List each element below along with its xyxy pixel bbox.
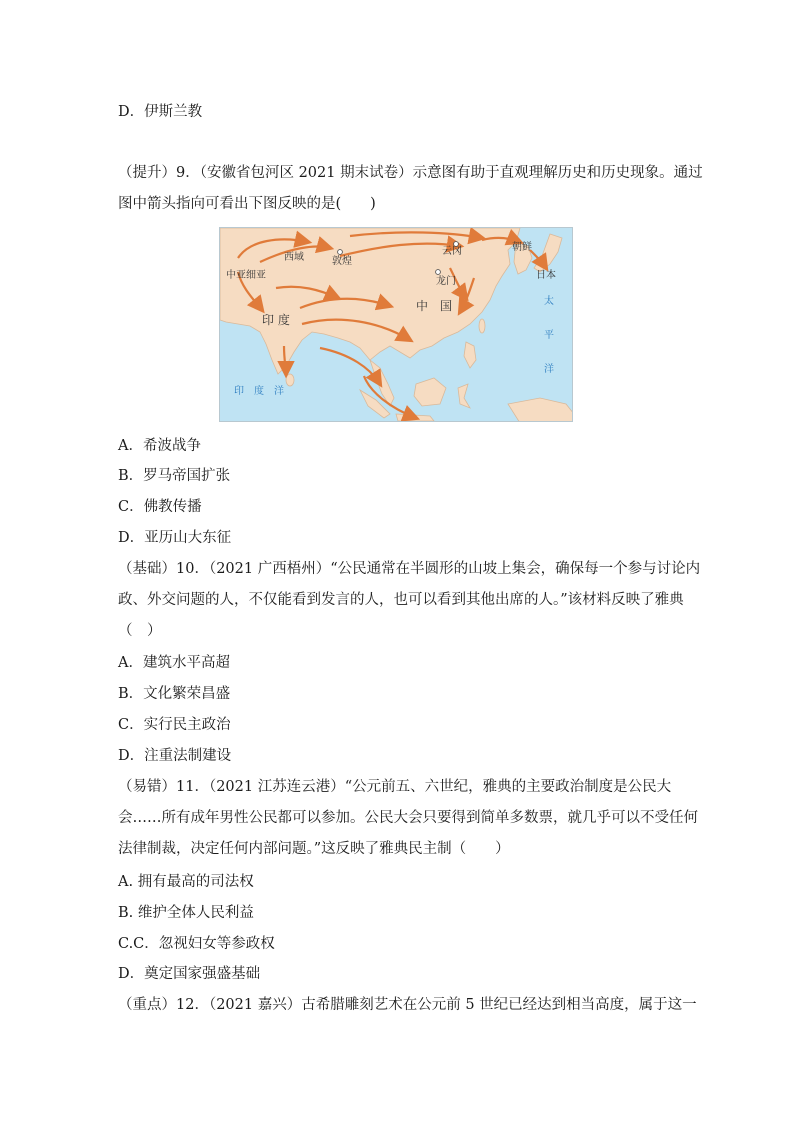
label-japan: 日本	[536, 270, 556, 281]
label-central-asia: 中亚细亚	[226, 270, 266, 281]
q10-stem-line3: （ ）	[118, 623, 162, 639]
label-pacific-2: 平	[544, 330, 554, 341]
q9-option-d: D．亚历山大东征	[118, 530, 232, 546]
q11-option-a: A. 拥有最高的司法权	[118, 874, 254, 890]
q9-option-b: B．罗马帝国扩张	[118, 468, 231, 484]
label-pacific-1: 太	[544, 296, 554, 307]
label-longmen: 龙门	[436, 276, 456, 287]
label-india: 印 度	[262, 313, 290, 327]
q11-stem-line3: 法律制裁，决定任何内部问题。”这反映了雅典民主制（ ）	[118, 841, 510, 857]
label-pacific-3: 洋	[544, 364, 554, 375]
q10-option-d: D．注重法制建设	[118, 748, 232, 764]
q11-option-d: D．奠定国家强盛基础	[118, 966, 261, 982]
q10-option-c: C．实行民主政治	[118, 717, 231, 733]
q9-stem-line2: 图中箭头指向可看出下图反映的是( )	[118, 196, 376, 212]
label-yungang: 云冈	[442, 246, 462, 257]
q12-stem-line1: （重点）12．（2021 嘉兴）古希腊雕刻艺术在公元前 5 世纪已经达到相当高度，属于这一	[118, 997, 697, 1013]
q10-option-b: B．文化繁荣昌盛	[118, 686, 231, 702]
buddhism-spread-map	[219, 227, 573, 422]
q9-option-c: C．佛教传播	[118, 499, 202, 515]
label-indian-ocean: 印 度 洋	[234, 386, 284, 397]
q8-option-d: D．伊斯兰教	[118, 104, 203, 120]
map-figure	[220, 228, 573, 422]
q11-stem-line2: 会……所有成年男性公民都可以参加。公民大会只要得到简单多数票，就几乎可以不受任何	[118, 810, 698, 826]
q10-stem-line1: （基础）10．（2021 广西梧州）“公民通常在半圆形的山坡上集会，确保每一个参与讨论内	[118, 561, 701, 577]
q9-stem-line1: （提升）9．（安徽省包河区 2021 期末试卷）示意图有助于直观理解历史和历史现象。通过	[118, 165, 703, 181]
label-western-regions: 西域	[284, 252, 304, 263]
q11-option-c: C.C．忽视妇女等参政权	[118, 936, 275, 952]
q11-option-b: B. 维护全体人民利益	[118, 905, 254, 921]
label-korea: 朝鲜	[512, 242, 532, 253]
label-china: 中 国	[416, 299, 453, 313]
q9-option-a: A．希波战争	[118, 438, 201, 454]
label-dunhuang: 敦煌	[332, 256, 352, 267]
q10-option-a: A．建筑水平高超	[118, 655, 230, 671]
q10-stem-line2: 政、外交问题的人，不仅能看到发言的人，也可以看到其他出席的人。”该材料反映了雅典	[118, 592, 684, 608]
q11-stem-line1: （易错）11．（2021 江苏连云港）“公元前五、六世纪，雅典的主要政治制度是公民大	[118, 779, 672, 795]
